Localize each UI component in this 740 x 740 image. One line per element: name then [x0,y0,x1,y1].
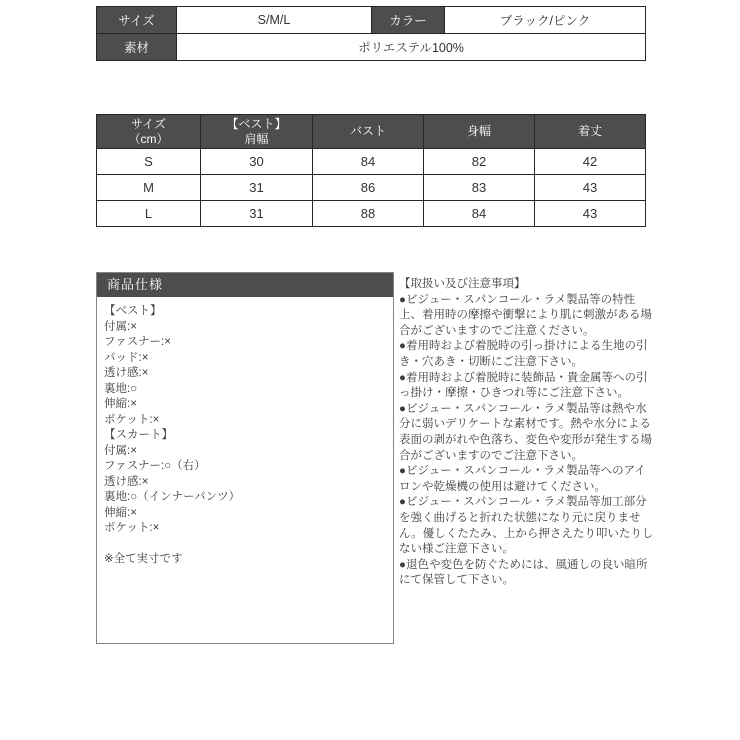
spec-line-fastener: ファスナー:× [104,336,171,348]
size-chart-row-l [97,201,646,227]
care-note-item: ●退色や変色を防ぐためには、風通しの良い暗所にて保管して下さい。 [399,558,648,587]
size-chart-cell: M [97,175,201,201]
size-chart-header-bust: バスト [313,115,424,149]
spec-line-stretch: 伸縮:× [104,398,137,410]
care-notes-title: 【取扱い及び注意事項】 [399,278,526,290]
size-chart-header-vest-shoulder: 【ベスト】 肩幅 [201,115,313,149]
spec-line-lining: 裏地:○ [104,382,138,395]
spec-line-pad: パッド:× [104,351,149,364]
care-note-item: ●ビジュー・スパンコール・ラメ製品等加工部分を強く曲げると折れた状態になり元に戻りません。優しくたたみ、上から押さえたり叩いたりしない様ご注意下さい。 [399,496,654,556]
care-note-item: ●ビジュー・スパンコール・ラメ製品等の特性上、着用時の摩擦や衝撃により肌に刺激がある場合がございますのでご注意ください。 [399,293,652,337]
care-note-item: ●ビジュー・スパンコール・ラメ製品等は熱や水分に弱いデリケートな素材です。熱や水分による表面の剥がれや色落ち、変色や変形が発生する場合がございますのでご注意下さい。 [399,402,652,462]
size-chart-cell: 31 [201,175,313,201]
spec-line-accessory: 付属:× [104,320,137,333]
spec-line-pocket: ポケット:× [104,522,160,534]
info-row-size-color [97,7,646,34]
spec-line-lining: 裏地:○（インナーパンツ） [104,491,241,503]
spec-line-fastener: ファスナー:○（右） [104,460,206,472]
care-notes [399,277,655,589]
size-chart-row-s [97,149,646,175]
spec-line-accessory: 付属:× [104,444,137,457]
size-chart-cell: 31 [201,201,313,227]
size-chart-header-size-cm: サイズ （cm） [97,115,201,149]
size-chart-cell: 43 [535,175,646,201]
size-value-cell: S/M/L [177,7,372,34]
product-info-table [96,6,646,61]
color-value-cell: ブラック/ピンク [445,7,646,34]
care-note-item: ●ビジュー・スパンコール・ラメ製品等へのアイロンや乾燥機の使用は避けてください。 [399,465,646,493]
care-note-item: ●着用時および着脱時の引っ掛けによる生地の引き・穴あき・切断にご注意下さい。 [399,340,648,368]
spec-section-vest: 【ベスト】 [104,305,162,317]
spec-section-skirt: 【スカート】 [104,429,173,441]
spec-line-pocket: ポケット:× [104,413,160,426]
size-chart-cell: L [97,201,201,227]
size-chart-cell: 88 [313,201,424,227]
size-chart-table [96,114,646,227]
size-chart-row-m [97,175,646,201]
size-chart-header-row [97,115,646,149]
spec-line-sheer: 透け感:× [104,475,149,488]
size-chart-cell: S [97,149,201,175]
spec-blank-line [104,537,385,553]
spec-line-sheer: 透け感:× [104,367,149,379]
size-chart-cell: 83 [424,175,535,201]
color-label-cell: カラー [372,7,445,34]
size-chart-cell: 84 [313,149,424,175]
size-chart-header-length: 着丈 [535,115,646,149]
size-chart-cell: 84 [424,201,535,227]
spec-note-measurement: ※全て実寸です [104,553,183,565]
spec-line-stretch: 伸縮:× [104,506,137,519]
material-value-cell: ポリエステル100% [177,34,646,61]
product-spec-box [96,272,394,644]
info-row-material [97,34,646,61]
size-chart-cell: 43 [535,201,646,227]
size-chart-cell: 30 [201,149,313,175]
material-label-cell: 素材 [97,34,177,61]
size-label-cell: サイズ [97,7,177,34]
size-chart-cell: 42 [535,149,646,175]
size-chart-cell: 82 [424,149,535,175]
product-spec-list [97,297,393,568]
size-chart-header-width: 身幅 [424,115,535,149]
product-spec-title: 商品仕様 [97,273,393,297]
size-chart-cell: 86 [313,175,424,201]
care-note-item: ●着用時および着脱時に装飾品・貴金属等への引っ掛け・摩擦・ひきつれ等にご注意下さい。 [399,371,648,400]
